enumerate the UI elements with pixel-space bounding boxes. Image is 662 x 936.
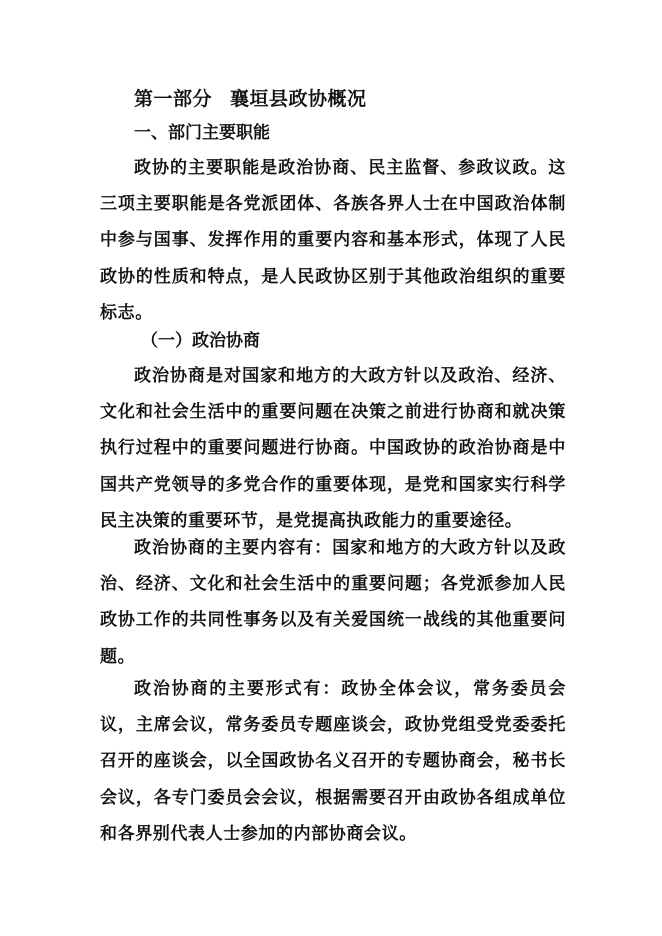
title-organization-name: 襄垣县政协概况 <box>230 88 367 110</box>
definition-paragraph: 政治协商是对国家和地方的大政方针以及政治、经济、文化和社会生活中的重要问题在决策之前进行协商和就决策执行过程中的重要问题进行协商。中国政协的政治协商是中国共产党领导的多党合作的重要体现，是党和国家实行科学民主决策的重要环节，是党提高执政能力的重要途径。 <box>100 366 566 531</box>
section-heading: 一、部门主要职能 <box>134 123 270 143</box>
forms-paragraph: 政治协商的主要形式有：政协全体会议，常务委员会议，主席会议，常务委员专题座谈会，政协党组受党委委托召开的座谈会，以全国政协名义召开的专题协商会，秘书长会议，各专门委员会会议，根据需要召开由政协各组成单位和各界别代表人士参加的内部协商会议。 <box>100 679 566 844</box>
page-title <box>134 86 367 112</box>
content-paragraph: 政治协商的主要内容有：国家和地方的大政方针以及政治、经济、文化和社会生活中的重要问题；各党派参加人民政协工作的共同性事务以及有关爱国统一战线的其他重要问题。 <box>100 538 566 667</box>
subsection-heading: （一）政治协商 <box>141 331 260 351</box>
intro-paragraph: 政协的主要职能是政治协商、民主监督、参政议政。这三项主要职能是各党派团体、各族各界人士在中国政治体制中参与国事、发挥作用的重要内容和基本形式，体现了人民政协的性质和特点，是人民政协区别于其他政治组织的重要标志。 <box>100 158 566 323</box>
title-part-label: 第一部分 <box>134 88 213 110</box>
